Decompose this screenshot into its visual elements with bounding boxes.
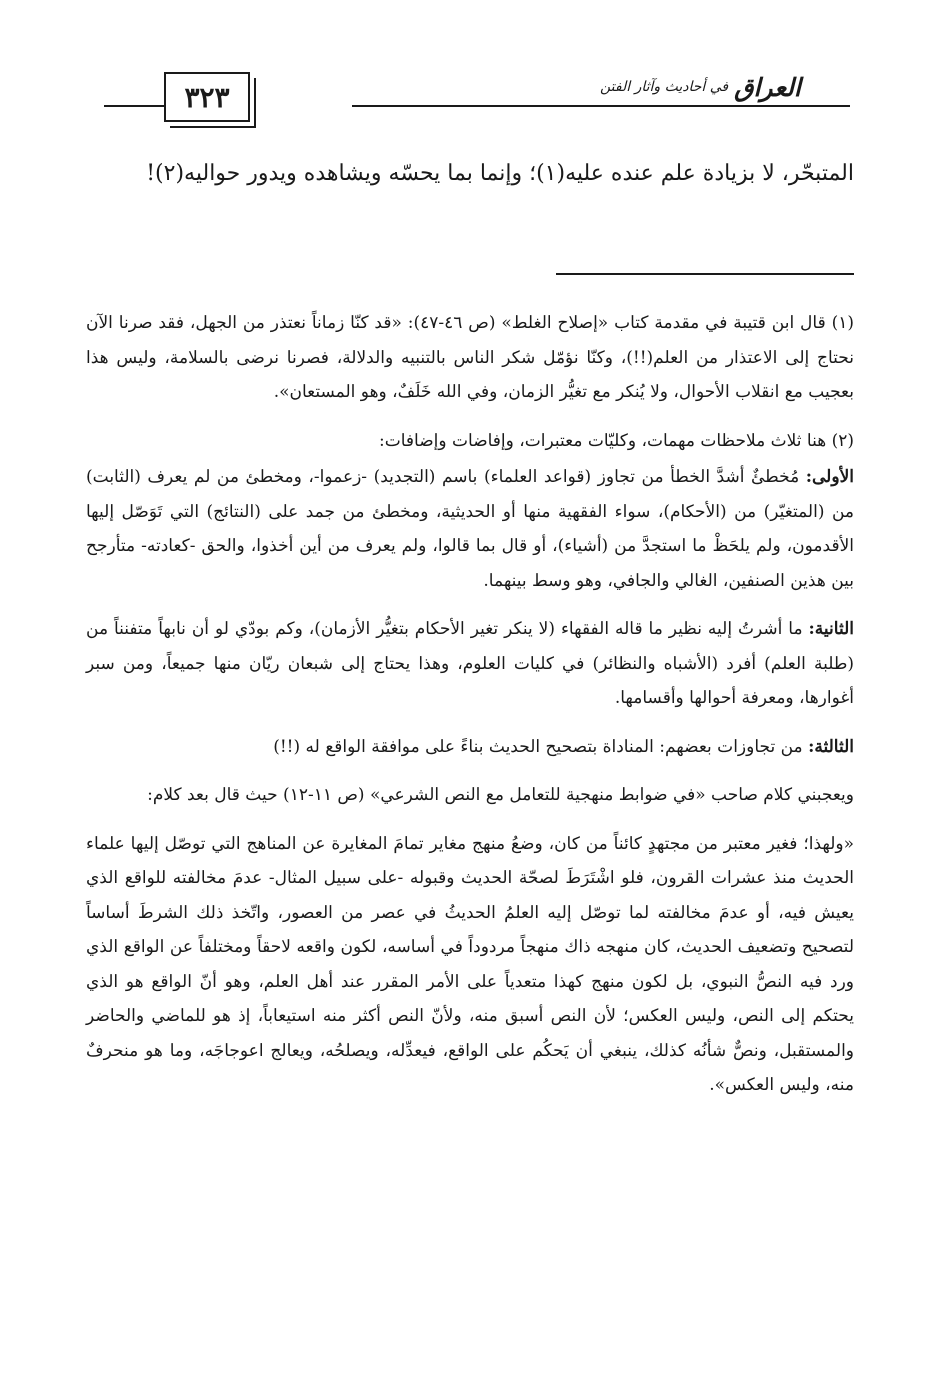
- book-title-main: العراق: [734, 72, 801, 102]
- note-second-lead: الثانية:: [808, 619, 854, 639]
- footnote-separator: [556, 273, 854, 275]
- header-rule-right: [352, 105, 850, 107]
- note-second-text: ما أشرتُ إليه نظير ما قاله الفقهاء (لا ينكر تغير الأحكام بتغيُّر الأزمان)، وكم بودّي لو أن نابهاً متفنناً من (طلبة العلم) أفرد (الأشباه والنظائر) في كليات العلوم، وهذا يحتاج إلى شبعان ريّان منها جميعاً، ومن سبر أغوارها، ومعرفة أحوالها وأقسامها.: [86, 619, 854, 708]
- main-paragraph: المتبحّر، لا بزيادة علم عنده عليه(١)؛ وإنما بما يحسّه ويشاهده ويدور حواليه(٢)!: [146, 161, 854, 186]
- page-header: [104, 66, 850, 132]
- note-third-lead: الثالثة:: [808, 736, 854, 757]
- book-title-sub: في أحاديث وآثار الفتن: [600, 79, 729, 95]
- footnote-1: (١) قال ابن قتيبة في مقدمة كتاب «إصلاح الغلط» (ص ٤٦-٤٧): «قد كنّا زماناً نعتذر من الجهل، فقد صرنا الآن نحتاج إلى الاعتذار من العلم(!!)، وكنّا نؤمّل شكر الناس بالتنبيه والدلالة، فصرنا نرضى بالسلامة، وليس هذا بعجيب مع انقلاب الأحوال، ولا يُنكر مع تغيُّر الزمان، وفي الله خَلَفٌ، وهو المستعان».: [86, 313, 854, 402]
- note-first-lead: الأولى:: [805, 467, 854, 487]
- footnotes-section: [86, 306, 854, 1117]
- footnote-2-intro: (٢) هنا ثلاث ملاحظات مهمات، وكليّات معتبرات، وإفاضات وإضافات:: [379, 430, 854, 451]
- page-number-box: [164, 72, 250, 122]
- quote-paragraph: «ولهذا؛ فغير معتبر من مجتهدٍ كائناً من كان، وضعُ منهج مغاير تمامَ المغايرة عن المناهج التي توصّل إليها علماء الحديث منذ عشرات القرون، فلو اشْتَرَطَ لصحّة الحديث وقبوله -على سبيل المثال- عدمَ مخالفته للواقع الذي يعيش فيه، أو عدمَ مخالفته لما توصّل إليه العلمُ الحديثُ في عصر من العصور، واتّخذ ذلك الشرطَ أساساً لتصحيح وتضعيف الحديث، كان منهجه ذاك منهجاً مردوداً في أساسه، لكون واقعه لاحقاً ومختلفاً عن الواقع الذي ورد فيه النصُّ النبوي، بل لكون منهج كهذا متعدياً على الأمر المقرر عند أهل العلم، وهو أنّ الواقع هو الذي يحتكم إلى النص، وليس العكس؛ لأن النص أسبق منه، ولأنّ النص أكثر منه استيعاباً، إذ هو للماضي والحاضر والمستقبل، ونصٌّ شأنُه كذلك، ينبغي أن يَحكُم على الواقع، فيعدِّله، ويصلحُه، ويعالج اعوجاجَه، وما هو منحرفٌ منه، وليس العكس».: [86, 833, 854, 1095]
- note-third: [86, 730, 854, 765]
- note-third-text: من تجاوزات بعضهم: المناداة بتصحيح الحديث بناءً على موافقة الواقع له (!!): [273, 736, 809, 757]
- note-first: [86, 460, 854, 598]
- page-number: ٣٢٣: [184, 80, 230, 114]
- note-first-text: مُخطئٌ أشدَّ الخطأ من تجاوز (قواعد العلماء) باسم (التجديد) -زعموا-، ومخطئ من لم يعرف (الثابت) من (المتغيّر) من (الأحكام)، سواء الفقهية منها أو الحديثية، ومخطئ من جمد على (النتائج) التي تَوَصّل إليها الأقدمون، ولم يلحَظْ ما استجدَّ من (أشياء)، أو قال بما قالوا، ولم يعرف من أين أخذوا، والحق -كعادته- متأرجح بين هذين الصنفين، الغالي والجافي، وهو وسط بينهما.: [86, 467, 854, 591]
- note-second: [86, 612, 854, 716]
- admire-paragraph: ويعجبني كلام صاحب «في ضوابط منهجية للتعامل مع النص الشرعي» (ص ١١-١٢) حيث قال بعد كلام:: [147, 785, 854, 805]
- book-title: [590, 70, 850, 104]
- header-rule-left: [104, 105, 164, 107]
